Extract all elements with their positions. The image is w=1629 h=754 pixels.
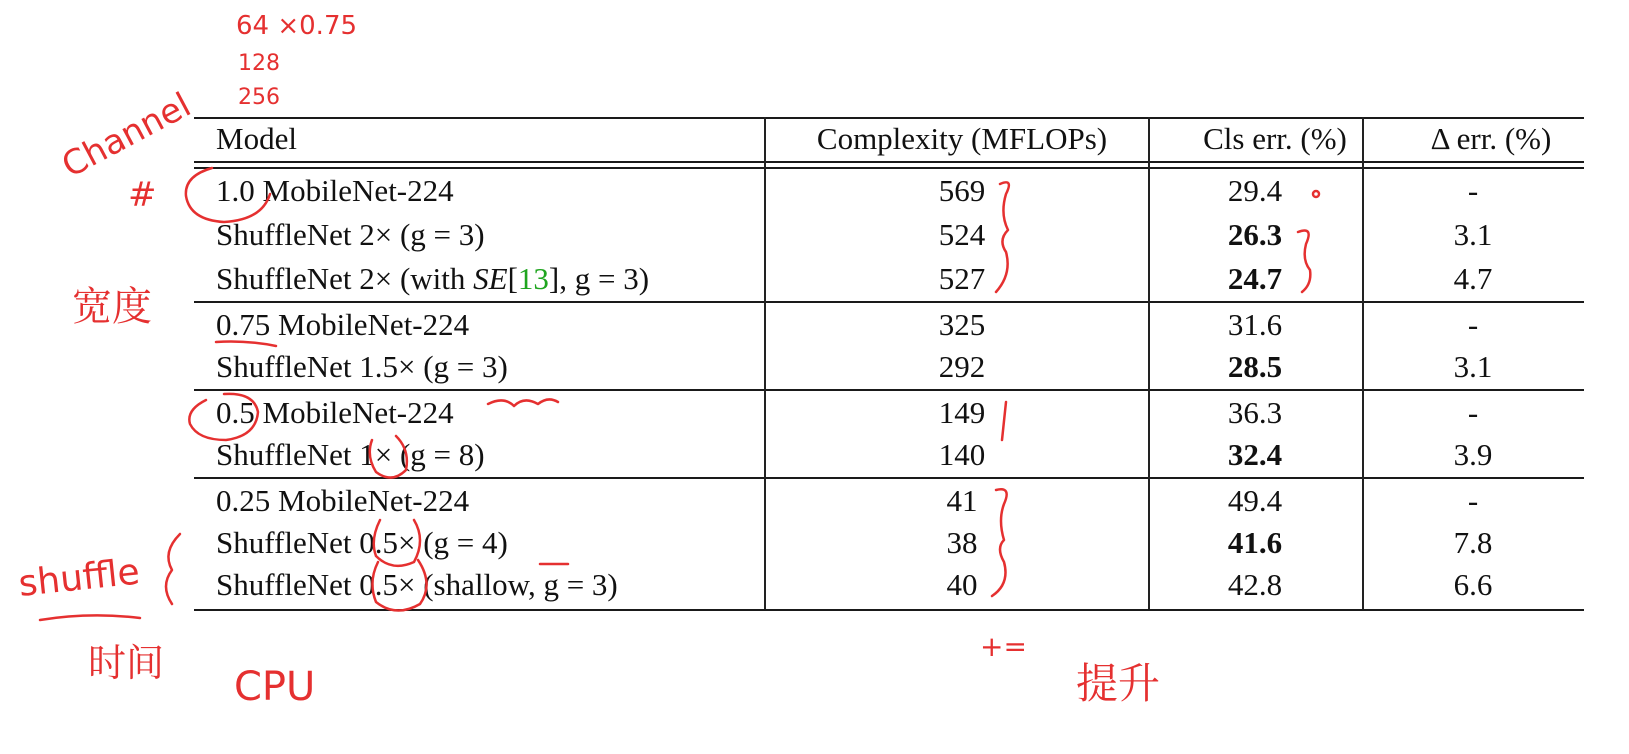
complexity-cell: 41 — [946, 483, 978, 518]
citation-link[interactable]: 13 — [517, 261, 549, 296]
delta-err-cell: 4.7 — [1453, 261, 1493, 296]
complexity-cell: 527 — [938, 261, 986, 296]
header-cls-err: Cls err. (%) — [1203, 121, 1347, 156]
cls-err-cell: 24.7 — [1227, 261, 1283, 296]
cls-err-cell: 28.5 — [1227, 349, 1283, 384]
model-cell: ShuffleNet 2× (g = 3) — [216, 217, 485, 252]
model-cite-close: ], g = 3) — [548, 261, 650, 296]
complexity-cell: 569 — [938, 173, 986, 208]
note-shuffle-cn: 时间 — [88, 641, 165, 685]
cls-err-cell: 26.3 — [1227, 217, 1283, 252]
cls-err-cell: 49.4 — [1227, 483, 1283, 518]
header-model: Model — [216, 121, 297, 156]
complexity-cell: 149 — [938, 395, 986, 430]
note-64-x075: 64 ×0.75 — [236, 11, 358, 41]
note-channel: Channel — [55, 85, 198, 186]
cls-err-cell: 32.4 — [1227, 437, 1283, 472]
model-prefix: ShuffleNet 2× (with — [216, 261, 474, 296]
delta-err-cell: 3.1 — [1453, 349, 1493, 384]
model-cell: 1.0 MobileNet-224 — [216, 173, 454, 208]
complexity-cell: 40 — [946, 567, 978, 602]
underline-075 — [216, 342, 276, 347]
complexity-cell: 325 — [938, 307, 986, 342]
note-width-cn: 宽度 — [72, 284, 152, 330]
note-256: 256 — [238, 85, 280, 110]
model-cell: ShuffleNet 0.5× (shallow, g = 3) — [216, 567, 618, 602]
delta-err-cell: - — [1467, 173, 1479, 208]
note-plus: += — [980, 630, 1027, 663]
delta-err-cell: - — [1467, 395, 1479, 430]
model-cite-open: [ — [507, 261, 518, 296]
squiggle-05 — [488, 399, 558, 406]
delta-err-cell: 6.6 — [1453, 567, 1493, 602]
model-cell: 0.75 MobileNet-224 — [216, 307, 470, 342]
dot-29-4 — [1313, 191, 1319, 197]
note-cpu: CPU — [234, 664, 316, 710]
model-cell: ShuffleNet 0.5× (g = 4) — [216, 525, 508, 560]
note-shuffle: shuffle — [16, 551, 142, 605]
brace-cls-err — [1298, 231, 1310, 293]
header-delta-err: Δ err. (%) — [1430, 121, 1552, 156]
brace-complexity-4 — [992, 489, 1007, 596]
header-complexity: Complexity (MFLOPs) — [816, 121, 1108, 156]
complexity-cell: 524 — [938, 217, 986, 252]
delta-err-cell: 7.8 — [1453, 525, 1493, 560]
delta-err-cell: 3.1 — [1453, 217, 1493, 252]
cls-err-cell: 31.6 — [1227, 307, 1283, 342]
cls-err-cell: 42.8 — [1227, 567, 1283, 602]
note-channel-hash: # — [128, 175, 157, 215]
delta-err-cell: 3.9 — [1453, 437, 1493, 472]
delta-err-cell: - — [1467, 307, 1479, 342]
shuffle-brace — [166, 534, 180, 604]
note-bottom-cn: 提升 — [1076, 659, 1161, 708]
delta-err-cell: - — [1467, 483, 1479, 518]
circle-1-0 — [186, 168, 270, 222]
shuffle-underline — [40, 615, 140, 620]
model-cell: 0.5 MobileNet-224 — [216, 395, 454, 430]
complexity-cell: 140 — [938, 437, 986, 472]
tick-complexity-149 — [1002, 402, 1006, 440]
note-128: 128 — [238, 51, 280, 76]
cls-err-cell: 36.3 — [1227, 395, 1283, 430]
model-cell: 0.25 MobileNet-224 — [216, 483, 470, 518]
circle-1x — [370, 436, 407, 478]
cls-err-cell: 41.6 — [1227, 525, 1283, 560]
model-se: SE — [473, 261, 508, 296]
cls-err-cell: 29.4 — [1227, 173, 1283, 208]
model-cell: ShuffleNet 1.5× (g = 3) — [216, 349, 508, 384]
model-cell: ShuffleNet 1× (g = 8) — [216, 437, 485, 472]
circle-0-5x-b — [372, 560, 426, 611]
complexity-cell: 38 — [946, 525, 978, 560]
circle-0-5x-a — [374, 520, 420, 566]
complexity-cell: 292 — [938, 349, 986, 384]
brace-complexity-1 — [996, 182, 1009, 292]
circle-0-5 — [189, 394, 258, 440]
